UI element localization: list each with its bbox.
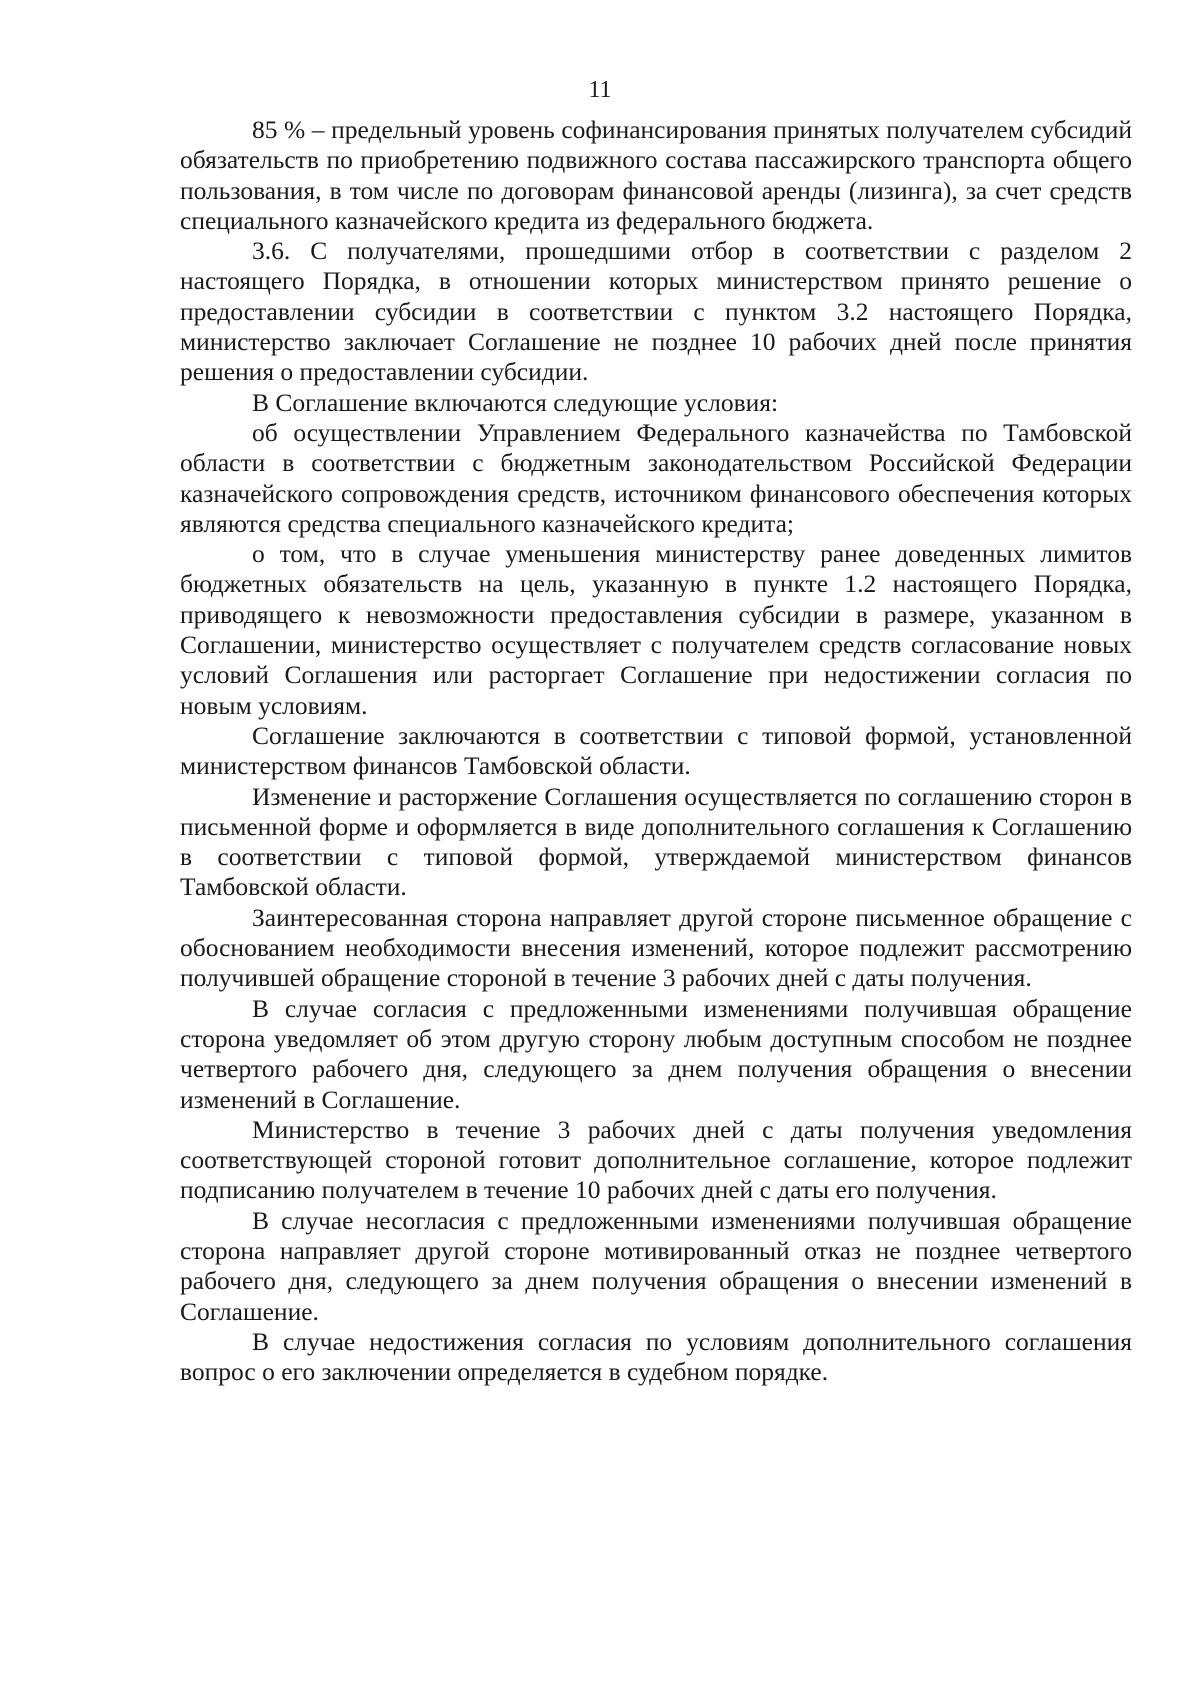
paragraph: 3.6. С получателями, прошедшими отбор в соответствии с разделом 2 настоящего Порядка, в отношении которых министерством принято решение о предоставлении субсидии в соответствии с пунктом 3.2 настоящего Порядка, министерство заключает Соглашение не позднее 10 рабочих дней после принятия решения о предоставлении субсидии. <box>180 236 1132 387</box>
paragraph: В случае недостижения согласия по условиям дополнительного соглашения вопрос о его заключении определяется в судебном порядке. <box>180 1326 1132 1387</box>
paragraph: Заинтересованная сторона направляет другой стороне письменное обращение с обоснованием необходимости внесения изменений, которое подлежит рассмотрению получившей обращение стороной в течение 3 рабочих дней с даты получения. <box>180 902 1132 993</box>
paragraph: Министерство в течение 3 рабочих дней с даты получения уведомления соответствующей стороной готовит дополнительное соглашение, которое подлежит подписанию получателем в течение 10 рабочих дней с даты его получения. <box>180 1114 1132 1205</box>
page-number: 11 <box>588 77 612 103</box>
document-body <box>180 115 1132 1387</box>
paragraph: В случае согласия с предложенными изменениями получившая обращение сторона уведомляет об этом другую сторону любым доступным способом не позднее четвертого рабочего дня, следующего за днем получения обращения о внесении изменений в Соглашение. <box>180 993 1132 1114</box>
paragraph: 85 % – предельный уровень софинансирования принятых получателем субсидий обязательств по приобретению подвижного состава пассажирского транспорта общего пользования, в том числе по договорам финансовой аренды (лизинга), за счет средств специального казначейского кредита из федерального бюджета. <box>180 115 1132 235</box>
paragraph: Изменение и расторжение Соглашения осуществляется по соглашению сторон в письменной форме и оформляется в виде дополнительного соглашения к Соглашению в соответствии с типовой формой, утверждаемой министерством финансов Тамбовской области. <box>180 781 1132 902</box>
paragraph: Соглашение заключаются в соответствии с типовой формой, установленной министерством финансов Тамбовской области. <box>180 720 1132 781</box>
paragraph: В случае несогласия с предложенными изменениями получившая обращение сторона направляет другой стороне мотивированный отказ не позднее четвертого рабочего дня, следующего за днем получения обращения о внесении изменений в Соглашение. <box>180 1205 1132 1326</box>
paragraph: об осуществлении Управлением Федерального казначейства по Тамбовской области в соответствии с бюджетным законодательством Российской Федерации казначейского сопровождения средств, источником финансового обеспечения которых являются средства специального казначейского кредита; <box>180 417 1132 538</box>
paragraph: В Соглашение включаются следующие условия: <box>252 387 779 417</box>
paragraph: о том, что в случае уменьшения министерству ранее доведенных лимитов бюджетных обязательств на цель, указанную в пункте 1.2 настоящего Порядка, приводящего к невозможности предоставления субсидии в размере, указанном в Соглашении, министерство осуществляет с получателем средств согласование новых условий Соглашения или расторгает Соглашение при недостижении согласия по новым условиям. <box>180 539 1132 720</box>
